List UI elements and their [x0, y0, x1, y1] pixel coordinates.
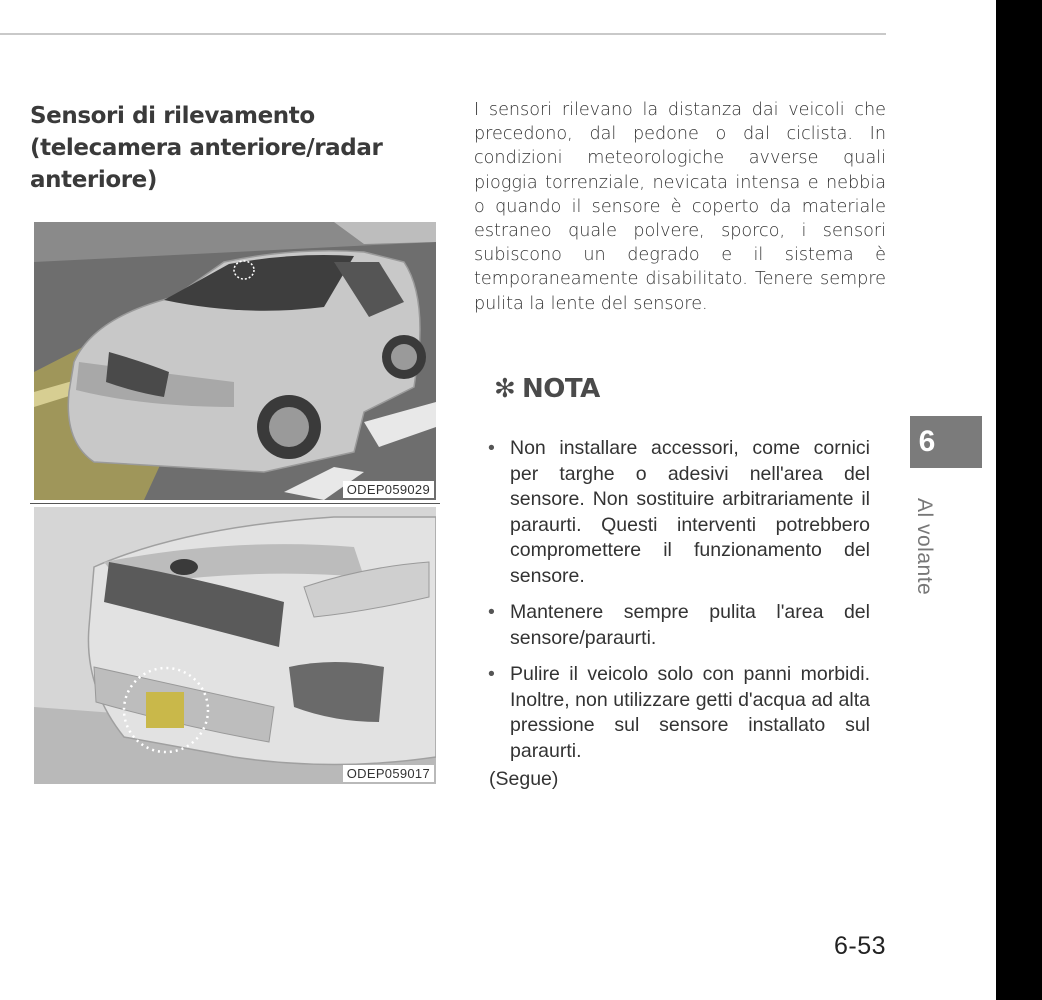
note-title: NOTA: [522, 374, 600, 404]
note-heading: [494, 374, 600, 404]
top-rule: [0, 33, 886, 35]
figure-divider: [30, 503, 440, 504]
bullet-icon: •: [488, 437, 495, 459]
page-number: 6-53: [834, 932, 887, 960]
list-item: [488, 662, 870, 764]
asterisk-icon: ✻: [494, 374, 516, 404]
figure-code: ODEP059029: [343, 481, 434, 498]
note-list: [488, 436, 870, 775]
bullet-icon: •: [488, 663, 495, 685]
list-item: [488, 436, 870, 589]
list-item-text: Non installare accessori, come cornici per targhe o adesivi nell'area del sensore. Non sostituire arbitrariamente il paraurti. Questi interventi potrebbero compromettere il funzionamento del sensore.: [510, 437, 870, 587]
bullet-icon: •: [488, 601, 495, 623]
body-paragraph: I sensori rilevano la distanza dai veicoli che precedono, dal pedone o dal ciclista. In condizioni meteorologiche avverse quali pioggia torrenziale, nevicata intensa e nebbia o quando il sensore è coperto da materiale estraneo quale polvere, sporco, i sensori subiscono un degrado e il sistema è temporaneamente disabilitato. Tenere sempre pulita la lente del sensore.: [474, 100, 886, 314]
page-edge-bar: [996, 0, 1042, 1000]
continued-label: (Segue): [489, 768, 559, 790]
figure-front-camera: [34, 222, 436, 500]
car-road-illustration: [34, 222, 436, 500]
list-item-text: Mantenere sempre pulita l'area del sensore/paraurti.: [510, 601, 870, 649]
bumper-illustration: [34, 507, 436, 784]
section-heading: Sensori di rilevamento (telecamera anteriore/radar anteriore): [30, 103, 383, 193]
chapter-label: Al volante: [913, 498, 936, 596]
list-item-text: Pulire il veicolo solo con panni morbidi. Inoltre, non utilizzare getti d'acqua ad alta pressione sul sensore installato sul paraurti.: [510, 663, 870, 762]
list-item: [488, 600, 870, 651]
figure-code: ODEP059017: [343, 765, 434, 782]
figure-front-radar: [34, 507, 436, 784]
chapter-tab: 6: [910, 416, 982, 468]
